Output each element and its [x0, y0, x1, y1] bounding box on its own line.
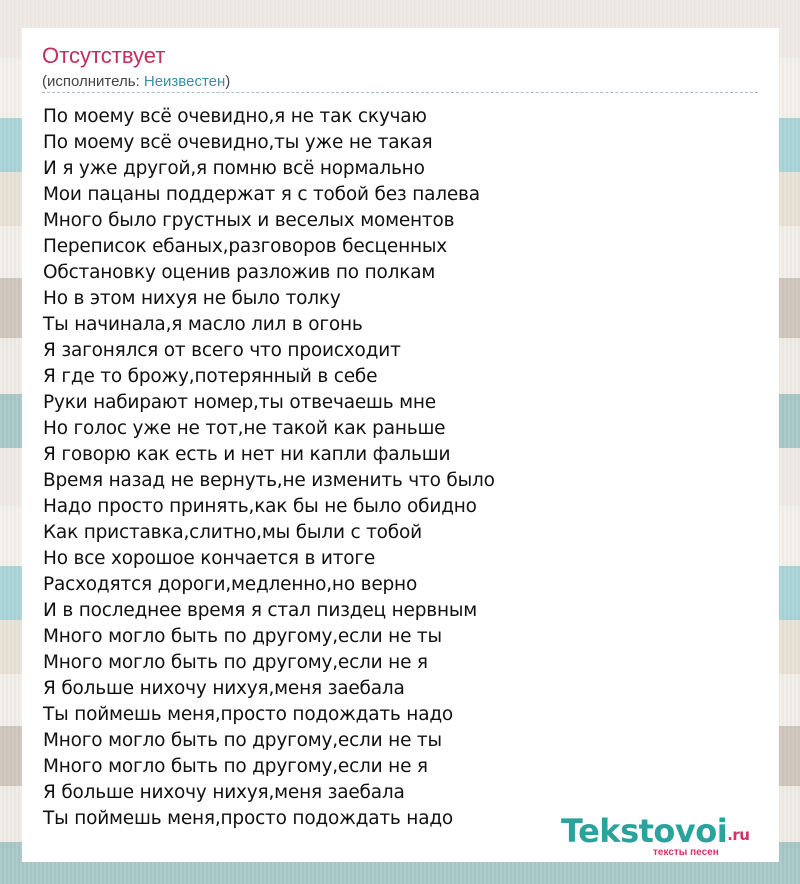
lyric-line: Ты поймешь меня,просто подождать надо [43, 808, 454, 829]
lyric-line: Я говорю как есть и нет ни капли фальши [43, 444, 451, 465]
logo-main-text: Tekstovoi [561, 812, 728, 850]
lyric-line: Как приставка,слитно,мы были с тобой [43, 522, 422, 543]
lyric-line: Я загонялся от всего что происходит [43, 340, 401, 361]
title-divider [42, 92, 758, 93]
logo-tagline: тексты песен [653, 847, 719, 858]
lyric-line: По моему всё очевидно,ты уже не такая [43, 132, 433, 153]
song-title: Отсутствует [42, 43, 166, 68]
lyric-line: Много могло быть по другому,если не я [43, 652, 428, 673]
lyric-line: Мои пацаны поддержат я с тобой без палева [43, 184, 480, 205]
lyric-line: Я больше нихочу нихуя,меня заебала [43, 678, 405, 699]
site-logo[interactable] [561, 812, 771, 856]
lyric-line: Много могло быть по другому,если не я [43, 756, 428, 777]
lyric-line: Много было грустных и веселых моментов [43, 210, 455, 231]
lyric-line: Надо просто принять,как бы не было обидно [43, 496, 477, 517]
artist-link[interactable]: Неизвестен [143, 73, 226, 90]
lyric-line: Я больше нихочу нихуя,меня заебала [43, 782, 405, 803]
lyric-line: Обстановку оценив разложив по полкам [43, 262, 436, 283]
logo-tld: .ru [727, 826, 750, 844]
lyric-line: Но все хорошое кончается в итоге [43, 548, 376, 569]
logo-wordmark [561, 812, 749, 850]
artist-prefix: (исполнитель: [42, 73, 144, 90]
lyric-line: Время назад не вернуть,не изменить что было [43, 470, 495, 491]
lyric-line: Руки набирают номер,ты отвечаешь мне [43, 392, 436, 413]
lyrics-list [43, 104, 495, 832]
lyric-line: Я где то брожу,потерянный в себе [43, 366, 378, 387]
lyric-line: Ты поймешь меня,просто подождать надо [43, 704, 454, 725]
artist-suffix: ) [225, 73, 231, 90]
lyric-line: Переписок ебаных,разговоров бесценных [43, 236, 448, 257]
lyric-line: Много могло быть по другому,если не ты [43, 626, 442, 647]
lyric-line: И я уже другой,я помню всё нормально [43, 158, 425, 179]
lyric-line: Ты начинала,я масло лил в огонь [43, 314, 363, 335]
lyric-line: Но голос уже не тот,не такой как раньше [43, 418, 446, 439]
lyric-line: По моему всё очевидно,я не так скучаю [43, 106, 427, 127]
lyric-line: Но в этом нихуя не было толку [43, 288, 341, 309]
lyrics-card [22, 28, 779, 862]
lyric-line: Расходятся дороги,медленно,но верно [43, 574, 418, 595]
artist-line [42, 73, 230, 90]
lyric-line: И в последнее время я стал пиздец нервным [43, 600, 478, 621]
lyric-line: Много могло быть по другому,если не ты [43, 730, 442, 751]
